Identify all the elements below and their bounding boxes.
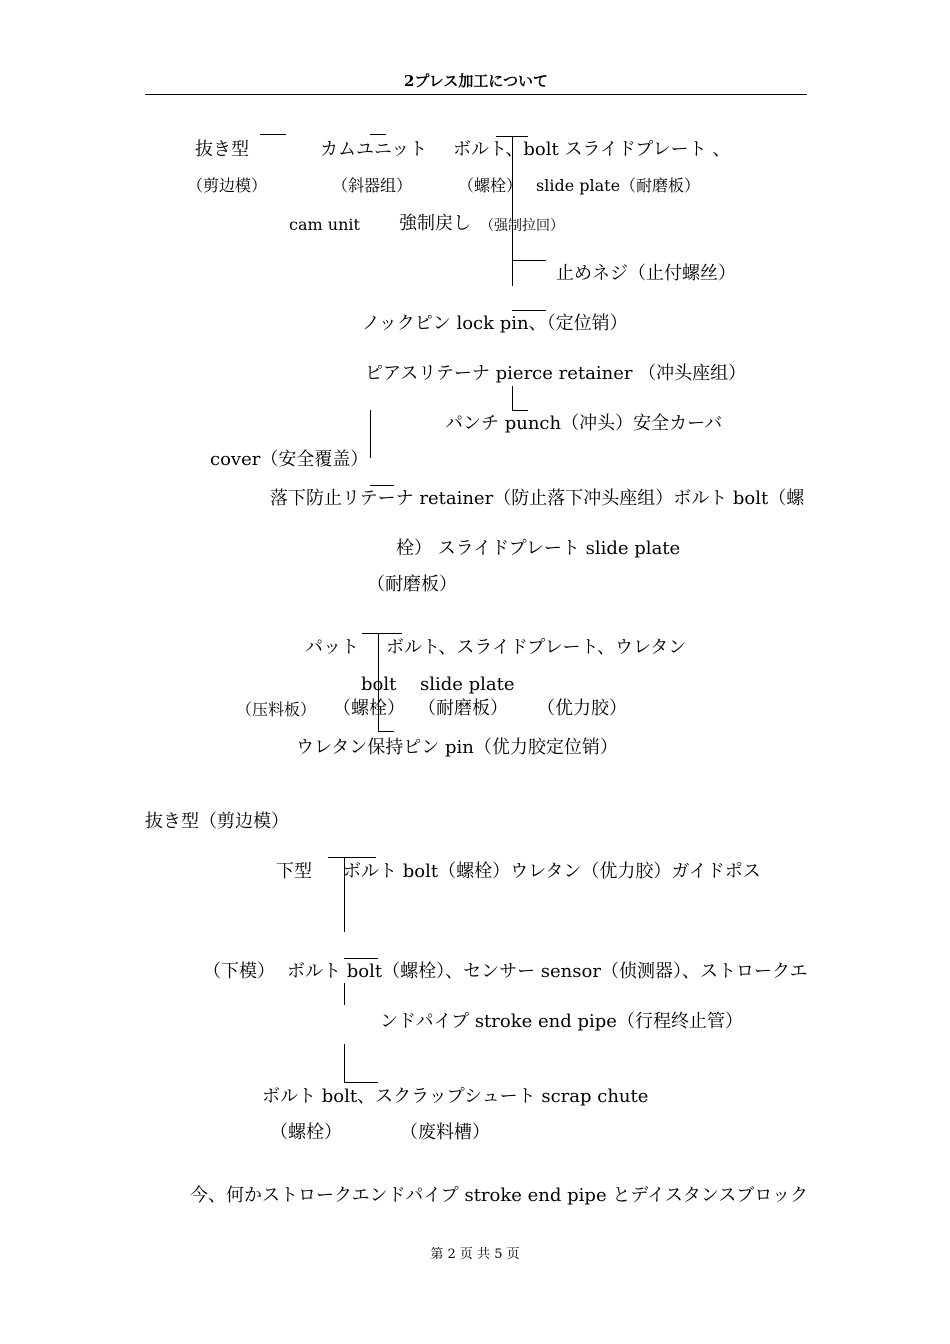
text-bolt-cn-3: （螺栓） [270, 1122, 342, 1143]
text-cam-unit-en: cam unit [289, 215, 360, 234]
text-lower-die: 下型 [276, 861, 312, 882]
text-set-screw: 止めネジ（止付螺丝） [556, 263, 736, 284]
page-footer: 第 2 页 共 5 页 [430, 1247, 520, 1262]
text-pad-cn: （压料板） [236, 700, 317, 719]
text-slide-plate-cn: slide plate（耐磨板） [536, 176, 701, 195]
text-section-trim-die: 抜き型（剪边模） [145, 811, 289, 832]
text-wear-plate-cn-2: （耐磨板） [418, 698, 508, 719]
text-cam-cn: （斜器组） [332, 176, 413, 195]
text-bolt-sensor: ボルト bolt（螺栓）、センサー sensor（侦测器）、ストロークエ [287, 961, 808, 982]
text-punch: パンチ punch（冲头）安全カーバ [445, 413, 723, 434]
text-drop-retainer: 落下防止リテーナ retainer（防止落下冲头座组）ボルト bolt（螺 [270, 488, 805, 509]
text-stroke-end-pipe: ンドパイプ stroke end pipe（行程终止管） [380, 1011, 743, 1032]
connector-line [260, 134, 286, 135]
connector-line [344, 1044, 345, 1082]
text-cover: cover（安全覆盖） [210, 449, 369, 470]
connector-line [512, 136, 513, 286]
text-forced-return-cn: （强制拉回） [480, 218, 564, 234]
text-trim-die-cn: （剪边模） [187, 176, 268, 195]
connector-line [362, 633, 402, 634]
text-slide-plate-2: 栓） スライドプレート slide plate [396, 538, 681, 559]
text-urethane-pin: ウレタン保持ピン pin（优力胶定位销） [296, 737, 618, 758]
text-nukigata: 抜き型 [195, 139, 249, 160]
connector-line [512, 386, 513, 410]
text-urethane-cn: （优力胶） [537, 698, 627, 719]
connector-line [512, 260, 546, 261]
text-pierce-retainer: ピアスリテーナ pierce retainer （冲头座组） [365, 363, 747, 384]
connector-line [370, 485, 394, 486]
text-bolt-en: bolt [361, 674, 397, 695]
text-pad: パット [305, 637, 359, 658]
connector-line [370, 410, 371, 458]
connector-line [512, 310, 546, 311]
text-slide-plate-en: slide plate [420, 674, 515, 695]
connector-line [512, 410, 528, 411]
text-forced-return: 強制戻し [399, 213, 471, 234]
header-rule [145, 94, 807, 95]
connector-line [344, 1082, 378, 1083]
connector-line [344, 857, 345, 932]
text-paragraph: 今、何かストロークエンドパイプ stroke end pipe とデイスタンスブロック [190, 1185, 808, 1206]
text-scrap-chute: ボルト bolt、スクラップシュート scrap chute [262, 1086, 649, 1107]
text-pad-parts: ボルト、スライドプレート、ウレタン [386, 637, 687, 658]
connector-line [328, 857, 376, 858]
page-header: 2プレス加工について [403, 72, 549, 90]
connector-line [378, 633, 379, 731]
connector-line [344, 983, 345, 1005]
connector-line [378, 731, 394, 732]
text-scrap-chute-cn: （废料槽） [400, 1122, 490, 1143]
text-bolt-cn-2: （螺栓） [333, 698, 405, 719]
text-lock-pin: ノックピン lock pin、（定位销） [362, 313, 628, 334]
text-lower-die-cn: （下模） [203, 961, 275, 982]
connector-line [344, 958, 378, 959]
text-lower-die-parts: ボルト bolt（螺栓）ウレタン（优力胶）ガイドポス [343, 861, 761, 882]
text-cam-unit-jp: カムユニット [320, 139, 428, 160]
text-bolt-slide-plate: ボルト、bolt スライドプレート 、 [453, 139, 731, 160]
text-bolt-cn: （螺栓） [458, 176, 523, 195]
connector-line [370, 134, 386, 135]
text-wear-plate-cn: （耐磨板） [367, 574, 457, 595]
